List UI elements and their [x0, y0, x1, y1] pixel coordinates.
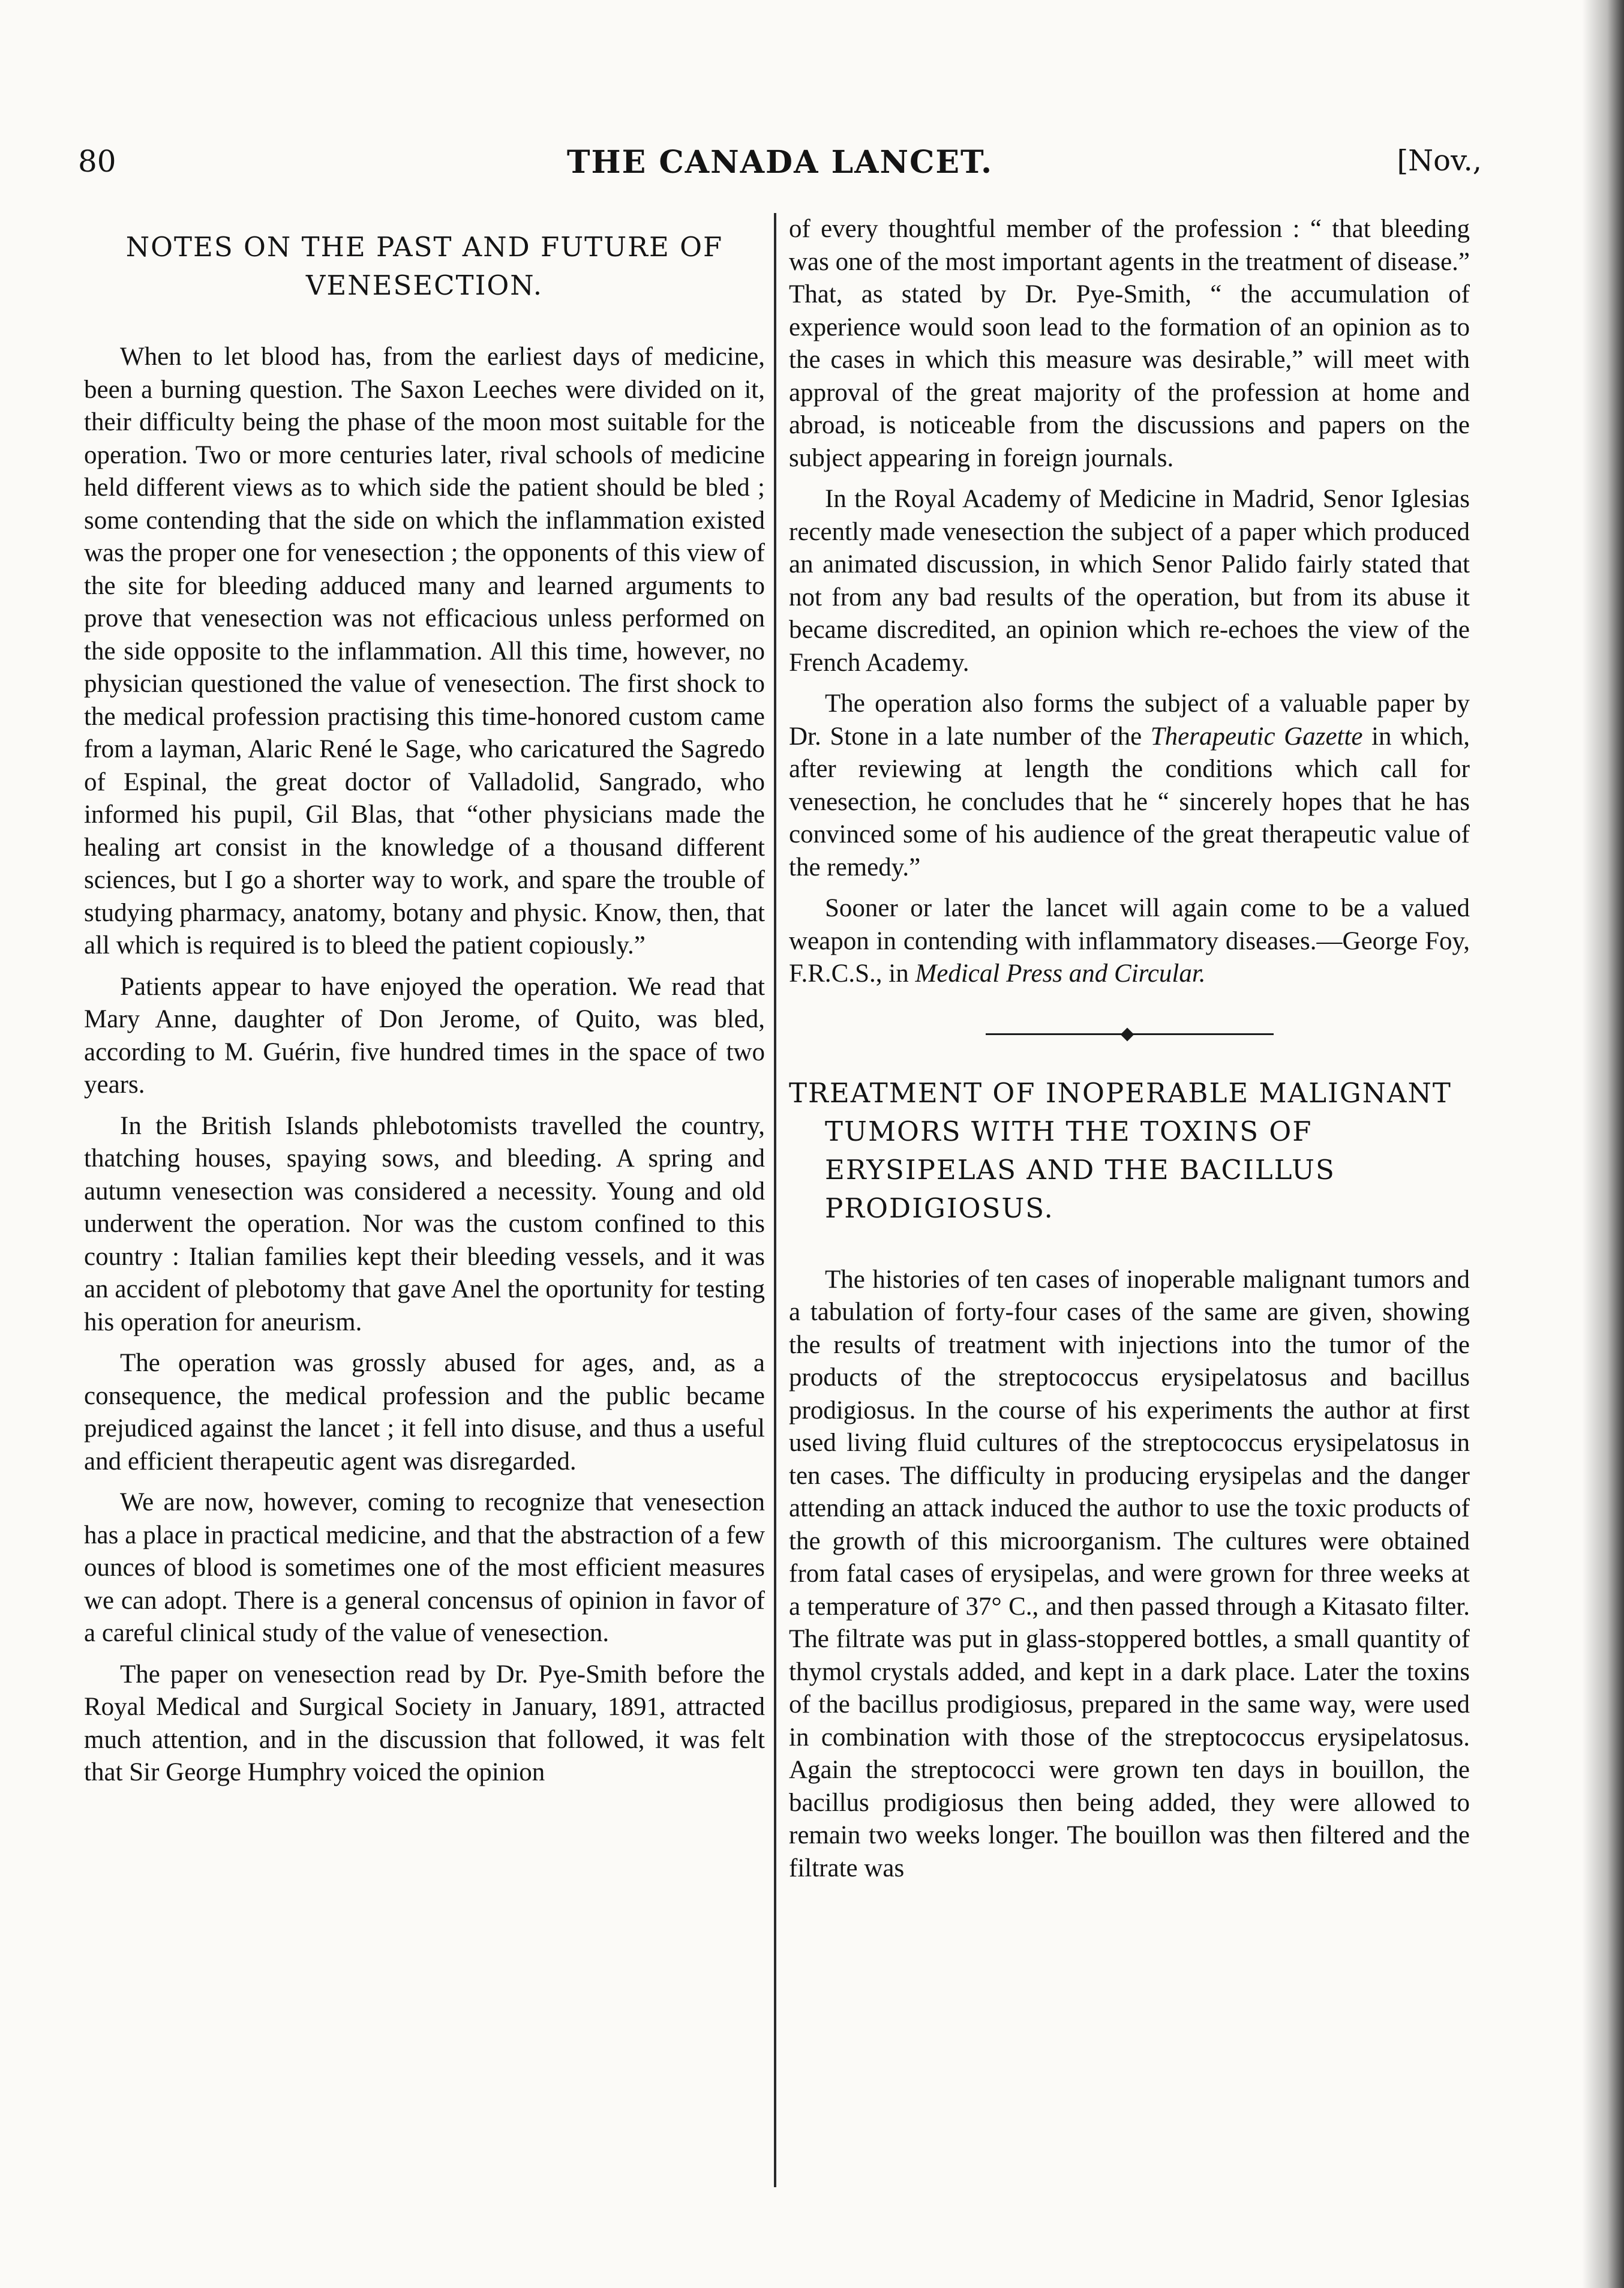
- journal-name-italic: Therapeutic Gazette: [1150, 722, 1363, 751]
- paragraph: We are now, however, coming to recognize that venesection has a place in practical medicine, and that the abstraction of a few ounces of blood is sometimes one of the most efficient measures we can adopt. There is a general concensus of opinion in favor of a careful clinical study of the value of venesection.: [84, 1488, 765, 1647]
- paragraph-closing: [789, 892, 1470, 991]
- issue-month: [Nov.,: [1397, 144, 1482, 178]
- paragraph: Patients appear to have enjoyed the operation. We read that Mary Anne, daughter of Don Jerome, of Quito, was bled, according to M. Guérin, five hundred times in the space of two years.: [84, 972, 765, 1099]
- paragraph: The paper on venesection read by Dr. Pye-Smith before the Royal Medical and Surgical Society in January, 1891, attracted much attention, and in the discussion that followed, it was felt that Sir George Humphry voiced the opinion: [84, 1660, 765, 1786]
- left-column: [84, 213, 765, 1798]
- article-title-tumors: TREATMENT OF INOPERABLE MALIGNANT TUMORS WITH THE TOXINS OF ERYSIPELAS AND THE BACILLUS PRODIGIOSUS.: [789, 1076, 1452, 1224]
- journal-title: THE CANADA LANCET.: [566, 144, 993, 181]
- text-run: Sooner or later the lancet will again come to be a valued weapon in contending with inflammatory diseases.—George Foy, F.R.C.S., in: [789, 894, 1470, 988]
- paragraph: In the Royal Academy of Medicine in Madrid, Senor Iglesias recently made venesection the subject of a paper which produced an animated discussion, in which Senor Palido fairly stated that not from any bad results of the operation, but from its abuse it became discredited, an opinion which re-echoes the view of the French Academy.: [789, 485, 1470, 677]
- article-title-venesection: NOTES ON THE PAST AND FUTURE OF VENESECTION.: [125, 231, 724, 301]
- right-column: [789, 213, 1470, 1893]
- paragraph-continuation: of every thoughtful member of the profession : “ that bleeding was one of the most important agents in the treatment of disease.” That, as stated by Dr. Pye-Smith, “ the accumulation of experience would soon lead to the formation of an opinion as to the cases in which this measure was desirable,” will meet with approval of the great majority of the profession at home and abroad, is noticeable from the discussions and papers on the subject appearing in foreign journals.: [789, 215, 1470, 472]
- paragraph: The histories of ten cases of inoperable malignant tumors and a tabulation of forty-four cases of the same are given, showing the results of treatment with injections into the tumor of the products of the streptococcus erysipelatosus and bacillus prodigiosus. In the course of his experiments the author at first used living fluid cultures of the streptococcus erysipelatosus in ten cases. The difficulty in producing erysipelas and the danger attending an attack induced the author to use the toxic products of the growth of this microorganism. The cultures were obtained from fatal cases of erysipelas, and were grown for three weeks at a temperature of 37° C., and then passed through a Kitasato filter. The filtrate was put in glass-stoppered bottles, a small quantity of thymol crystals added, and kept in a dark place. Later the toxins of the bacillus prodigiosus, prepared in the same way, were used in combination with those of the streptococcus erysipelatosus. Again the streptococci were grown ten days in bouillon, the bacillus prodigiosus then being added, they were allowed to remain two weeks longer. The bouillon was then filtered and the filtrate was: [789, 1265, 1470, 1882]
- source-italic: Medical Press and Circular.: [915, 959, 1206, 988]
- section-ornament: [986, 1027, 1274, 1041]
- ornament-diamond-icon: [1120, 1027, 1134, 1041]
- page-number: 80: [78, 144, 116, 179]
- column-divider: [774, 213, 776, 2187]
- paragraph: When to let blood has, from the earliest days of medicine, been a burning question. The Saxon Leeches were divided on it, their difficulty being the phase of the moon most suitable for the operation. Two or more centuries later, rival schools of medicine held different views as to which side the patient should be bled ; some contending that the side on which the inflammation existed was the proper one for venesection ; the opponents of this view of the site for bleeding adduced many and learned arguments to prove that venesection was not efficacious unless performed on the side opposite to the inflammation. All this time, however, no physician questioned the value of venesection. The first shock to the medical profession practising this time-honored custom came from a layman, Alaric René le Sage, who caricatured the Sagredo of Espinal, the great doctor of Valladolid, Sangrado, who informed his pupil, Gil Blas, that “other physicians made the healing art consist in the knowledge of a thousand different sciences, but I go a shorter way to work, and spare the trouble of studying pharmacy, anatomy, botany and physic. Know, then, that all which is required is to bleed the patient copiously.”: [84, 343, 765, 959]
- paragraph: The operation was grossly abused for ages, and, as a consequence, the medical profession and the public became prejudiced against the lancet ; it fell into disuse, and thus a useful and efficient therapeutic agent was disregarded.: [84, 1349, 765, 1476]
- paragraph: In the British Islands phlebotomists travelled the country, thatching houses, spaying sows, and bleeding. A spring and autumn venesection was considered a necessity. Young and old underwent the operation. Nor was the custom confined to this country : Italian families kept their bleeding vessels, and it was an accident of plebotomy that gave Anel the oportunity for testing his operation for aneurism.: [84, 1111, 765, 1336]
- paragraph-stone: [789, 688, 1470, 884]
- text-run: in which, after reviewing at length the conditions which call for venesection, he concludes that he “ sincerely hopes that he has convinced some of his audience of the great therapeutic value of the remedy.”: [789, 722, 1470, 881]
- text-run: The operation also forms the subject of a valuable paper by Dr. Stone in a late number of the: [789, 689, 1470, 751]
- page-edge-shadow: [1582, 0, 1624, 2288]
- page-header: [78, 144, 1482, 192]
